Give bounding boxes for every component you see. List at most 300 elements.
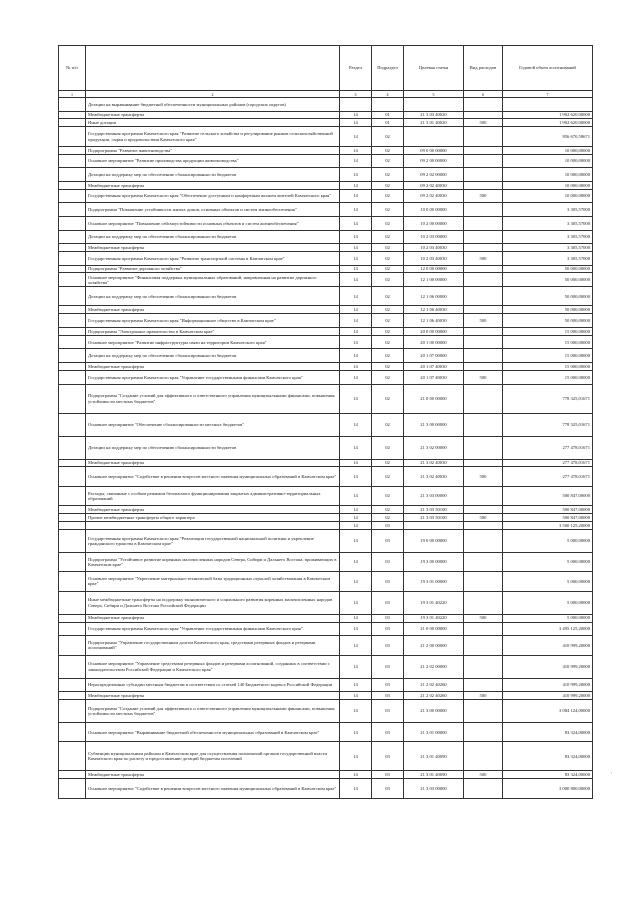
table-row [59,327,593,335]
table-row [59,252,593,266]
table-row [59,306,593,314]
row-razdel: 14 [340,146,372,154]
row-target: 21 0 00 00000 [404,384,464,413]
table-row [59,189,593,203]
row-vid [464,436,503,459]
row-name: Основное мероприятие "Укрепление материально-технической базы традиционных отраслей хозяйствования в Камчатском крае" [86,572,340,591]
row-target: 12 1 06 00000 [404,287,464,306]
row-sum: 3 305,57000 [503,203,593,217]
row-name: Основное мероприятие "Содействие в решении вопросов местного значения муниципальных образований в Камчатском крае" [86,779,340,798]
row-sum: 5 000,00000 [503,552,593,571]
row-podrazdel: 03 [372,572,404,591]
row-num [59,314,86,328]
row-podrazdel: 02 [372,203,404,217]
row-name: Государственная программа Камчатского края "Информационное общество в Камчатском крае" [86,314,340,328]
row-target: 20 1 00 00000 [404,335,464,349]
row-podrazdel: 03 [372,742,404,771]
row-name: Межбюджетные трансферты [86,363,340,371]
row-target: 09 2 02 40030 [404,189,464,203]
row-sum: 83 324,00000 [503,771,593,779]
row-sum: 15 000,00000 [503,327,593,335]
row-target: 19 0 00 00000 [404,529,464,552]
table-row [59,203,593,217]
table-row [59,467,593,486]
table-row [59,771,593,779]
row-sum: 778 325,01671 [503,413,593,436]
row-target: 20 0 00 00000 [404,327,464,335]
row-vid [464,230,503,244]
row-num [59,265,86,273]
row-podrazdel: 03 [372,636,404,655]
row-vid: 500 [464,119,503,127]
header-podrazdel: Подраздел [372,46,404,91]
row-podrazdel: 03 [372,771,404,779]
row-num [59,771,86,779]
row-podrazdel: 02 [372,335,404,349]
row-vid [464,636,503,655]
row-razdel: 14 [340,216,372,230]
row-vid [464,723,503,742]
row-vid [464,622,503,636]
row-razdel: 14 [340,154,372,168]
row-name: Основное мероприятие "Выравнивание бюджетной обеспеченности муниципальных образований в Камчатском крае" [86,723,340,742]
row-vid: 500 [464,514,503,522]
index-cell: 1 [59,91,86,98]
row-podrazdel: 02 [372,314,404,328]
row-podrazdel: 02 [372,127,404,146]
row-vid [464,146,503,154]
row-target: 21 3 00 00000 [404,413,464,436]
row-num [59,370,86,384]
row-num [59,552,86,571]
row-razdel: 14 [340,203,372,217]
row-name: Дотации на поддержку мер по обеспечению сбалансированности бюджетов [86,436,340,459]
row-razdel: 14 [340,771,372,779]
row-sum: 50 000,00000 [503,265,593,273]
row-name: Межбюджетные трансферты [86,692,340,700]
row-target: 21 3 03 40020 [404,111,464,119]
row-num [59,622,86,636]
row-podrazdel: 03 [372,552,404,571]
row-num [59,506,86,514]
row-razdel: 14 [340,529,372,552]
row-podrazdel: 03 [372,723,404,742]
row-name: Государственная программа Камчатского края "Развитие сельского хозяйства и регулирование рынков сельскохозяйственной продукции, сырья и продовольствия Камчатского края" [86,127,340,146]
row-vid [464,216,503,230]
row-vid [464,678,503,692]
row-razdel: 14 [340,273,372,287]
row-name: Межбюджетные трансферты [86,614,340,622]
row-vid [464,521,503,529]
row-name: Подпрограмма "Электронное правительство в Камчатском крае" [86,327,340,335]
row-target: 21 3 02 40030 [404,459,464,467]
row-num [59,363,86,371]
row-target: 21 3 00 00000 [404,700,464,723]
row-name: Межбюджетные трансферты [86,306,340,314]
row-name: Дотации на поддержку мер по обеспечению сбалансированности бюджетов [86,230,340,244]
table-row [59,181,593,189]
row-num [59,252,86,266]
table-row [59,349,593,363]
row-razdel: 14 [340,363,372,371]
row-num [59,614,86,622]
row-target: 10 2 00 00000 [404,216,464,230]
row-sum: 10 000,00000 [503,168,593,182]
row-podrazdel: 02 [372,146,404,154]
row-name: Основное мероприятие "Развитие инфраструктуры связи на территории Камчатского края" [86,335,340,349]
row-razdel: 14 [340,655,372,678]
table-row [59,723,593,742]
row-razdel: 14 [340,552,372,571]
row-num [59,287,86,306]
row-razdel: 14 [340,521,372,529]
row-razdel: 14 [340,614,372,622]
row-sum: 1 902 620,00000 [503,119,593,127]
row-podrazdel: 02 [372,514,404,522]
row-target: 19 3 01 40220 [404,591,464,614]
row-sum: 1 902 620,00000 [503,111,593,119]
row-target: 12 1 06 40030 [404,306,464,314]
row-vid [464,168,503,182]
row-name: Государственная программа Камчатского края "Обеспечение доступным и комфортным жильем жителей Камчатского края" [86,189,340,203]
row-target: 21 3 02 40030 [404,467,464,486]
index-cell: 5 [404,91,464,98]
table-row [59,692,593,700]
table-row [59,119,593,127]
table-row [59,742,593,771]
row-name: Подпрограмма "Устойчивое развитие коренных малочисленных народов Севера, Сибири и Дальнего Востока, проживающих в Камчатском крае" [86,552,340,571]
row-podrazdel: 02 [372,244,404,252]
row-razdel: 14 [340,265,372,273]
row-sum: 3 305,57000 [503,252,593,266]
row-num [59,306,86,314]
header-vid: Вид расходов [464,46,503,91]
row-name: Дотации на выравнивание бюджетной обеспеченности муниципальных районов (городских округов) [86,98,340,112]
row-vid [464,655,503,678]
table-row [59,98,593,112]
row-podrazdel: 02 [372,265,404,273]
row-razdel: 14 [340,244,372,252]
row-name: Межбюджетные трансферты [86,771,340,779]
row-razdel: 14 [340,189,372,203]
row-razdel: 14 [340,622,372,636]
row-razdel: 14 [340,779,372,798]
row-target: 21 0 00 00000 [404,622,464,636]
row-sum: 83 324,00000 [503,742,593,771]
row-vid [464,327,503,335]
index-cell: 7 [503,91,593,98]
row-num [59,384,86,413]
row-vid: 500 [464,189,503,203]
row-podrazdel: 02 [372,436,404,459]
table-row [59,655,593,678]
row-target: 19 3 01 40220 [404,614,464,622]
row-vid [464,506,503,514]
row-sum: 5 000,00000 [503,591,593,614]
row-podrazdel: 02 [372,486,404,505]
row-vid [464,413,503,436]
table-row [59,244,593,252]
row-num [59,127,86,146]
row-vid [464,287,503,306]
row-razdel: 14 [340,413,372,436]
row-name: Нераспределенные субсидии местным бюджетам в соответствии со статьей 140 Бюджетного кодекса Российской Федерации [86,678,340,692]
row-num [59,467,86,486]
row-sum: 856 670,58671 [503,127,593,146]
row-num [59,98,86,112]
row-podrazdel: 03 [372,529,404,552]
row-sum: 10 000,00000 [503,154,593,168]
table-row [59,314,593,328]
row-name: Государственная программа Камчатского края "Реализация государственной национальной политики и укрепление гражданского единства в Камчатском крае" [86,529,340,552]
table-row [59,779,593,798]
row-vid: 500 [464,467,503,486]
row-num [59,244,86,252]
row-razdel: 14 [340,119,372,127]
row-target [404,98,464,112]
table-row [59,572,593,591]
row-razdel: 14 [340,700,372,723]
row-name: Подпрограмма "Развитие животноводства" [86,146,340,154]
table-row [59,370,593,384]
row-podrazdel: 02 [372,216,404,230]
row-sum: 50 000,00000 [503,314,593,328]
row-sum: 15 000,00000 [503,335,593,349]
table-row [59,384,593,413]
row-podrazdel: 03 [372,655,404,678]
index-cell: 6 [464,91,503,98]
row-num [59,572,86,591]
row-target: 21 3 01 40090 [404,771,464,779]
table-row [59,273,593,287]
row-sum: 500 847,00000 [503,514,593,522]
row-sum: 410 999,20000 [503,636,593,655]
row-razdel: 14 [340,678,372,692]
row-vid: 500 [464,614,503,622]
row-podrazdel: 02 [372,370,404,384]
row-target: 20 1 07 40030 [404,363,464,371]
row-podrazdel: 02 [372,467,404,486]
row-podrazdel [372,98,404,112]
row-name: Дотации на поддержку мер по обеспечению сбалансированности бюджетов [86,168,340,182]
row-podrazdel: 03 [372,692,404,700]
row-sum: 3 500 125,20000 [503,521,593,529]
row-num [59,591,86,614]
row-vid [464,529,503,552]
row-num [59,723,86,742]
row-target: 21 3 01 40020 [404,119,464,127]
row-podrazdel: 02 [372,306,404,314]
row-num [59,521,86,529]
index-cell: 3 [340,91,372,98]
row-vid [464,306,503,314]
row-num [59,742,86,771]
row-sum: 5 000,00000 [503,572,593,591]
row-target: 09 2 00 00000 [404,154,464,168]
row-num [59,168,86,182]
row-vid [464,111,503,119]
row-podrazdel: 03 [372,678,404,692]
row-podrazdel: 02 [372,349,404,363]
row-target: 21 3 03 50100 [404,506,464,514]
row-target: 21 2 00 00000 [404,636,464,655]
row-podrazdel: 03 [372,591,404,614]
table-row [59,146,593,154]
row-sum: 5 000,00000 [503,529,593,552]
row-vid [464,203,503,217]
row-podrazdel: 02 [372,459,404,467]
row-vid [464,98,503,112]
row-target: 09 0 00 00000 [404,146,464,154]
row-name: Субвенции муниципальным районам в Камчатском крае для осуществления полномочий органов государственной власти Камчатского края по расчету и предоставлению дотаций бюджетам поселений [86,742,340,771]
row-name: Основное мероприятие "Обеспечение сбалансированности местных бюджетов" [86,413,340,436]
index-row [59,91,593,98]
table-row [59,265,593,273]
row-name: Подпрограмма "Создание условий для эффективного и ответственного управления муниципальными финансами, повышения устойчивости местных бюджетов" [86,384,340,413]
row-target: 21 3 01 00000 [404,723,464,742]
row-razdel: 14 [340,287,372,306]
row-sum: 50 000,00000 [503,306,593,314]
row-vid [464,154,503,168]
row-name: Иные дотации [86,119,340,127]
row-podrazdel: 01 [372,119,404,127]
row-vid [464,552,503,571]
row-name: Основное мероприятие "Финансовая поддержка муниципальных образований, направленная на развитие дорожного хозяйства" [86,273,340,287]
row-razdel: 14 [340,572,372,591]
row-razdel: 14 [340,384,372,413]
row-num [59,327,86,335]
row-sum: 277 478,01671 [503,436,593,459]
row-podrazdel: 02 [372,363,404,371]
row-num [59,678,86,692]
row-vid [464,127,503,146]
table-row [59,459,593,467]
row-podrazdel: 02 [372,384,404,413]
index-cell: 2 [86,91,340,98]
row-razdel: 14 [340,591,372,614]
row-target: 10 0 00 00000 [404,203,464,217]
row-target: 10 2 03 40030 [404,252,464,266]
row-num [59,700,86,723]
budget-table [58,45,593,799]
row-num [59,529,86,552]
row-name: Дотации на поддержку мер по обеспечению сбалансированности бюджетов [86,287,340,306]
row-razdel: 14 [340,314,372,328]
row-podrazdel: 01 [372,111,404,119]
header-row [59,46,593,91]
row-name: Государственная программа Камчатского края "Развитие транспортной системы в Камчатском крае" [86,252,340,266]
row-target: 21 3 03 00000 [404,486,464,505]
row-razdel: 14 [340,111,372,119]
table-row [59,127,593,146]
header-num: № п/п [59,46,86,91]
row-sum: 277 478,01671 [503,467,593,486]
row-num [59,779,86,798]
row-target: 21 3 03 00000 [404,779,464,798]
row-razdel: 14 [340,181,372,189]
row-vid [464,779,503,798]
row-sum: 15 000,00000 [503,370,593,384]
row-name: Межбюджетные трансферты [86,181,340,189]
row-num [59,216,86,230]
row-razdel: 14 [340,436,372,459]
row-sum: 3 305,57000 [503,216,593,230]
index-cell: 4 [372,91,404,98]
row-podrazdel: 02 [372,506,404,514]
row-num [59,181,86,189]
row-sum: 410 999,20000 [503,692,593,700]
row-podrazdel: 03 [372,622,404,636]
row-num [59,692,86,700]
table-row [59,591,593,614]
row-name: Государственная программа Камчатского края "Управление государственными финансами Камчатского края" [86,370,340,384]
row-podrazdel: 02 [372,327,404,335]
row-target: 10 2 03 00000 [404,230,464,244]
row-sum: 10 000,00000 [503,146,593,154]
row-target: 09 2 02 00000 [404,168,464,182]
header-name [86,46,340,91]
row-num [59,335,86,349]
row-target: 21 2 02 00000 [404,655,464,678]
row-podrazdel: 02 [372,189,404,203]
row-sum: 3 305,57000 [503,230,593,244]
table-row [59,335,593,349]
row-target: 20 1 07 00000 [404,349,464,363]
row-num [59,655,86,678]
table-row [59,622,593,636]
row-name: Расходы, связанные с особым режимом безопасного функционирования закрытых административно-территориальных образований [86,486,340,505]
row-sum: 83 324,00000 [503,723,593,742]
row-razdel: 14 [340,692,372,700]
row-num [59,119,86,127]
row-sum: 5 000,00000 [503,614,593,622]
row-razdel: 14 [340,742,372,771]
header-target: Целевая статья [404,46,464,91]
row-num [59,230,86,244]
row-target: 21 3 03 50100 [404,514,464,522]
table-row [59,154,593,168]
row-sum: 50 000,00000 [503,273,593,287]
table-row [59,529,593,552]
row-vid [464,459,503,467]
row-razdel: 14 [340,506,372,514]
row-name: Иные межбюджетные трансферты на поддержку экономического и социального развития коренных малочисленных народов Севера, Сибири и Дальнего Востока Российской Федерации [86,591,340,614]
row-name: Межбюджетные трансферты [86,459,340,467]
row-podrazdel: 02 [372,413,404,436]
row-num [59,154,86,168]
table-row [59,413,593,436]
row-podrazdel: 02 [372,273,404,287]
table-row [59,486,593,505]
row-target: 21 3 01 40090 [404,742,464,771]
row-name: Межбюджетные трансферты [86,244,340,252]
row-target: 21 3 02 00000 [404,436,464,459]
row-podrazdel: 02 [372,181,404,189]
row-target [404,521,464,529]
row-vid [464,486,503,505]
table-row [59,363,593,371]
row-sum: 3 000 800,00000 [503,779,593,798]
row-sum: 10 000,00000 [503,189,593,203]
row-sum: 3 084 124,00000 [503,700,593,723]
row-sum: 10 000,00000 [503,181,593,189]
row-razdel: 14 [340,127,372,146]
row-num [59,349,86,363]
row-vid: 500 [464,771,503,779]
row-razdel: 14 [340,306,372,314]
row-razdel: 14 [340,349,372,363]
row-podrazdel: 02 [372,287,404,306]
